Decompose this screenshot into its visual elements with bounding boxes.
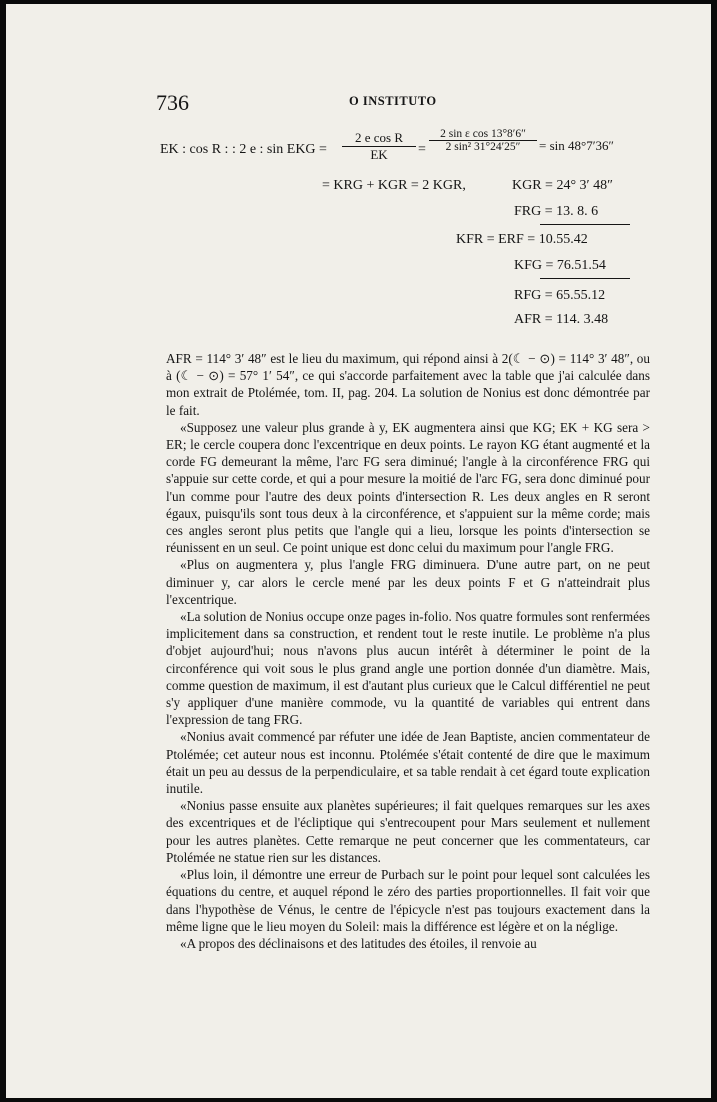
page-number: 736	[156, 90, 189, 115]
paragraph: «Plus loin, il démontre une erreur de Purbach sur le point pour lequel sont calculées les équations du centre, et auquel répond le zéro des parties proportionnelles. Il fait voir que dans l'hypothèse de Vénus, le centre de l'épicycle n'est pas toujours exactement dans la même ligne que le lieu moyen du Soleil: mais la différence est légère et on la néglige.	[166, 867, 650, 934]
paragraph: AFR = 114° 3′ 48″ est le lieu du maximum, qui répond ainsi à 2(☾ − ⊙) = 114° 3′ 48″, ou à (☾ − ⊙) = 57° 1′ 54″, ce qui s'accorde parfaitement avec la table que j'ai calculée dans mon extrait de Ptolémée, tom. II, pag. 204. La solution de Nonius est donc démontrée par le fait.	[166, 351, 650, 418]
sum-rule-2	[540, 278, 630, 279]
equation-line2-left: = KRG + KGR = 2 KGR,	[322, 178, 466, 193]
equation-line1-result: = sin 48°7′36″	[539, 138, 614, 153]
equation-line2-right: KGR = 24° 3′ 48″	[512, 178, 613, 193]
paragraph: «La solution de Nonius occupe onze pages in-folio. Nos quatre formules sont renfermées implicitement dans sa construction, et rendent tout le reste inutile. Le problème n'a plus d'objet aujourd'hui; nous n'avons plus aucun intérêt à déterminer le point de la circonférence qui voit sous le plus grand angle une portion donnée d'un diamètre. Mais, comme question de maximum, il est d'autant plus curieux que le Calcul différentiel ne peut s'y appliquer d'une manière commode, vu la quantité de variables qui entrent dans l'expression de tang FRG.	[166, 609, 650, 728]
equation-kfr: KFR = ERF = 10.55.42	[456, 232, 588, 247]
paragraph: «Nonius avait commencé par réfuter une idée de Jean Baptiste, ancien commentateur de Ptolémée; cet auteur nous est inconnu. Ptolémée s'était contenté de dire que le maximum était un peu au dessus de la perpendiculaire, et sa table rendait à cet égard toute explication inutile.	[166, 729, 650, 797]
equation-rfg: RFG = 65.55.12	[514, 288, 606, 303]
equation-afr: AFR = 114. 3.48	[514, 312, 609, 327]
journal-title: O INSTITUTO	[349, 94, 437, 108]
fraction-1	[342, 130, 416, 163]
equation-kfg: KFG = 76.51.54	[514, 258, 606, 273]
fraction-2	[429, 128, 537, 153]
sum-rule-1	[540, 224, 630, 225]
fraction-2-denominator: 2 sin² 31°24′25″	[445, 141, 521, 153]
equation-frg: FRG = 13. 8. 6	[514, 204, 599, 219]
equation-line1-left: EK : cos R : : 2 e : sin EKG =	[160, 142, 327, 157]
body-text	[166, 350, 650, 952]
document-page	[6, 4, 711, 1098]
paragraph: «A propos des déclinaisons et des latitudes des étoiles, il renvoie au	[180, 935, 537, 951]
paragraph: «Plus on augmentera y, plus l'angle FRG diminuera. D'une autre part, on ne peut diminuer y, car alors le cercle mené par les deux points F et G n'atteindrait plus l'excentrique.	[166, 557, 650, 607]
equals-sign: =	[418, 142, 426, 157]
fraction-2-numerator: 2 sin ε cos 13°8′6″	[429, 128, 537, 141]
fraction-1-numerator: 2 e cos R	[342, 130, 416, 147]
fraction-1-denominator: EK	[370, 147, 388, 162]
paragraph: «Nonius passe ensuite aux planètes supérieures; il fait quelques remarques sur les axes des excentriques et de l'écliptique qui s'entrecoupent pour Mars seulement et nullement pour les autres planètes. Cette remarque ne peut concerner que les commentateurs, car Ptolémée ne statue rien sur les distances.	[166, 798, 650, 865]
paragraph: «Supposez une valeur plus grande à y, EK augmentera ainsi que KG; EK + KG sera > ER; le cercle coupera donc l'excentrique en deux points. Le rayon KG étant augmenté et la corde FG demeurant la même, l'arc FG sera diminué; l'angle à la circonférence FRG qui s'appuie sur cette corde, et qui a pour mesure la moitié de l'arc FG, sera donc diminué pour l'un comme pour l'autre des deux points d'intersection R. Les deux angles en R seront égaux, puisqu'ils sont tous deux à la circonférence, et s'appuient sur la même corde; mais ces angles seront plus petits que l'angle qui a lieu, lorsque les points d'intersection se réunissent en un seul. Ce point unique est donc celui du maximum pour l'angle FRG.	[166, 419, 650, 556]
